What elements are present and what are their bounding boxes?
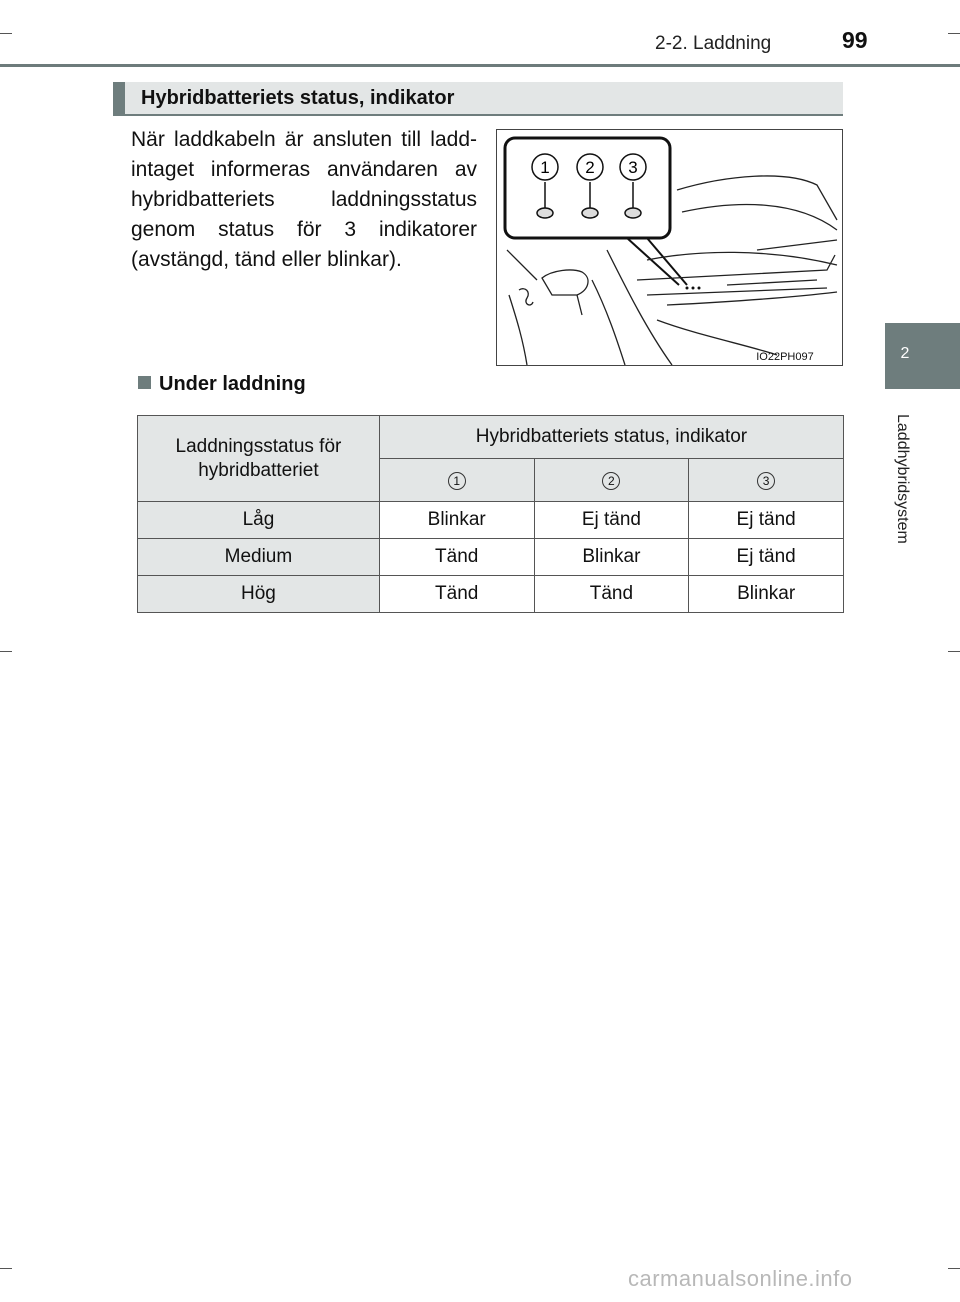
- indicator-3-state: Ej tänd: [689, 539, 844, 576]
- callout-label: 3: [628, 158, 638, 177]
- table-header-indicator-2: [534, 459, 689, 502]
- chapter-tab[interactable]: [885, 323, 960, 389]
- indicator-2-state: Tänd: [534, 576, 689, 613]
- table-header-level: [138, 416, 380, 502]
- header-section-title: 2-2. Laddning: [655, 33, 772, 54]
- row-level: Medium: [138, 539, 380, 576]
- indicator-3-state: Ej tänd: [689, 502, 844, 539]
- indicator-3-state: Blinkar: [689, 576, 844, 613]
- port-lamp: [692, 287, 695, 290]
- indicator-2-state: Ej tänd: [534, 502, 689, 539]
- circled-number: 3: [757, 472, 775, 490]
- table-header-indicator-1: [379, 459, 534, 502]
- watermark-link[interactable]: carmanualsonline.info: [628, 1266, 853, 1291]
- callout-label: 2: [585, 158, 595, 177]
- callout-number-1: [532, 154, 558, 180]
- crop-mark: [0, 651, 12, 652]
- header-text: Laddningsstatus för hybridbatteriet: [175, 435, 342, 481]
- table-header-indicators: Hybridbatteriets status, indikator: [379, 416, 843, 459]
- table-header-indicator-3: [689, 459, 844, 502]
- crop-mark: [948, 651, 960, 652]
- indicator-2-state: Blinkar: [534, 539, 689, 576]
- indicator-1-state: Tänd: [379, 576, 534, 613]
- indicator-1-state: Tänd: [379, 539, 534, 576]
- port-lamp: [698, 287, 701, 290]
- table-row: [138, 502, 844, 539]
- charge-port-illustration: [496, 129, 843, 366]
- section-heading: [113, 82, 843, 116]
- callout-number-2: [577, 154, 603, 180]
- circled-number: 2: [602, 472, 620, 490]
- crop-mark: [0, 33, 12, 34]
- intro-paragraph: När laddkabeln är ansluten till ladd-intaget informeras användaren av hybridbatteriets laddningsstatus genom status för 3 indikatorer (avstängd, tänd eller blinkar).: [131, 128, 477, 271]
- sub-heading: [138, 373, 306, 396]
- callout-box: [505, 138, 670, 238]
- circled-number: 1: [448, 472, 466, 490]
- table-row: [138, 539, 844, 576]
- crop-mark: [948, 1268, 960, 1269]
- port-lamp: [686, 287, 689, 290]
- header-rule: [0, 64, 960, 67]
- chapter-number: 2: [900, 345, 910, 362]
- indicator-1-state: Blinkar: [379, 502, 534, 539]
- page-number: 99: [842, 27, 868, 53]
- chapter-label: Laddhybridsystem: [894, 414, 911, 544]
- car-illustration-svg: [497, 130, 842, 365]
- row-level: Låg: [138, 502, 380, 539]
- callout-label: 1: [540, 158, 550, 177]
- table-row: [138, 576, 844, 613]
- crop-mark: [948, 33, 960, 34]
- square-bullet-icon: [138, 376, 151, 389]
- sub-heading-text: Under laddning: [159, 373, 306, 395]
- callout-number-3: [620, 154, 646, 180]
- row-level: Hög: [138, 576, 380, 613]
- figure-code: IO22PH097: [756, 351, 814, 363]
- section-heading-text: Hybridbatteriets status, indikator: [141, 87, 455, 109]
- crop-mark: [0, 1268, 12, 1269]
- charging-status-table: [137, 415, 844, 613]
